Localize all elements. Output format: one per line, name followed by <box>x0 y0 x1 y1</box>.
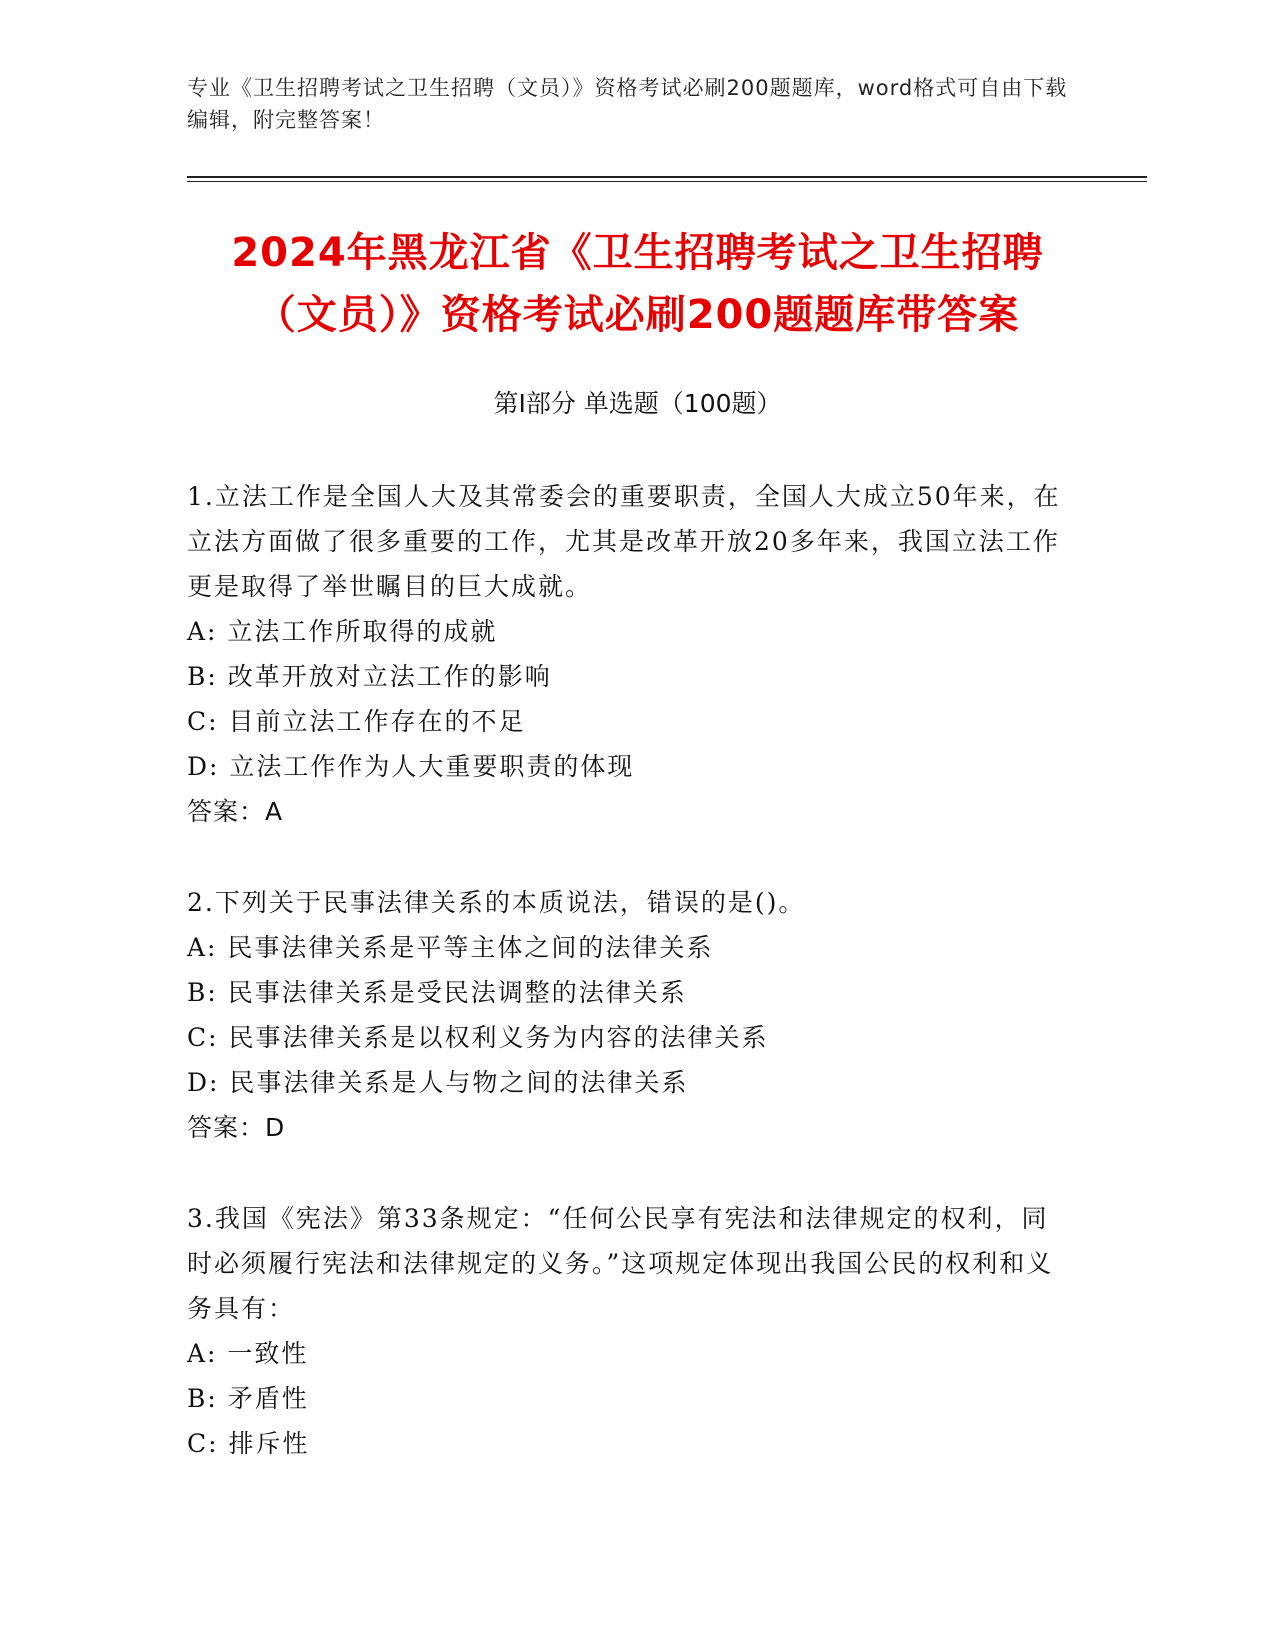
option-b: B: 民事法律关系是受民法调整的法律关系 <box>187 978 687 1007</box>
answer: 答案：D <box>187 1113 286 1142</box>
question-3 <box>187 1196 1067 1466</box>
option-d: D: 立法工作作为人大重要职责的体现 <box>187 752 635 781</box>
title-line-1: 2024年黑龙江省《卫生招聘考试之卫生招聘 <box>231 230 1044 276</box>
question-2 <box>187 880 1067 1150</box>
option-a: A: 民事法律关系是平等主体之间的法律关系 <box>187 933 714 962</box>
title-line-2: （文员）》资格考试必刷200题题库带答案 <box>255 292 1020 338</box>
question-text: 3.我国《宪法》第33条规定：“任何公民享有宪法和法律规定的权利，同时必须履行宪法和法律规定的义务。”这项规定体现出我国公民的权利和义务具有： <box>187 1204 1054 1323</box>
option-b: B: 改革开放对立法工作的影响 <box>187 662 552 691</box>
header-divider-thick <box>187 176 1147 178</box>
question-text: 2.下列关于民事法律关系的本质说法，错误的是()。 <box>187 888 806 917</box>
question-text: 1.立法工作是全国人大及其常委会的重要职责，全国人大成立50年来，在立法方面做了很多重要的工作，尤其是改革开放20多年来，我国立法工作更是取得了举世瞩目的巨大成就。 <box>187 482 1061 601</box>
section-heading: 第Ⅰ部分 单选题（100题） <box>493 389 782 418</box>
header-note: 专业《卫生招聘考试之卫生招聘（文员）》资格考试必刷200题题库，word格式可自由下载编辑，附完整答案！ <box>187 76 1068 132</box>
question-list <box>187 474 1067 1512</box>
option-c: C: 排斥性 <box>187 1429 310 1458</box>
document-title <box>150 222 1125 346</box>
header-divider-thin <box>187 181 1147 182</box>
answer: 答案：A <box>187 797 284 826</box>
option-c: C: 民事法律关系是以权利义务为内容的法律关系 <box>187 1023 769 1052</box>
option-d: D: 民事法律关系是人与物之间的法律关系 <box>187 1068 689 1097</box>
option-c: C: 目前立法工作存在的不足 <box>187 707 526 736</box>
option-a: A: 立法工作所取得的成就 <box>187 617 498 646</box>
option-b: B: 矛盾性 <box>187 1384 309 1413</box>
question-1 <box>187 474 1067 834</box>
option-a: A: 一致性 <box>187 1339 309 1368</box>
